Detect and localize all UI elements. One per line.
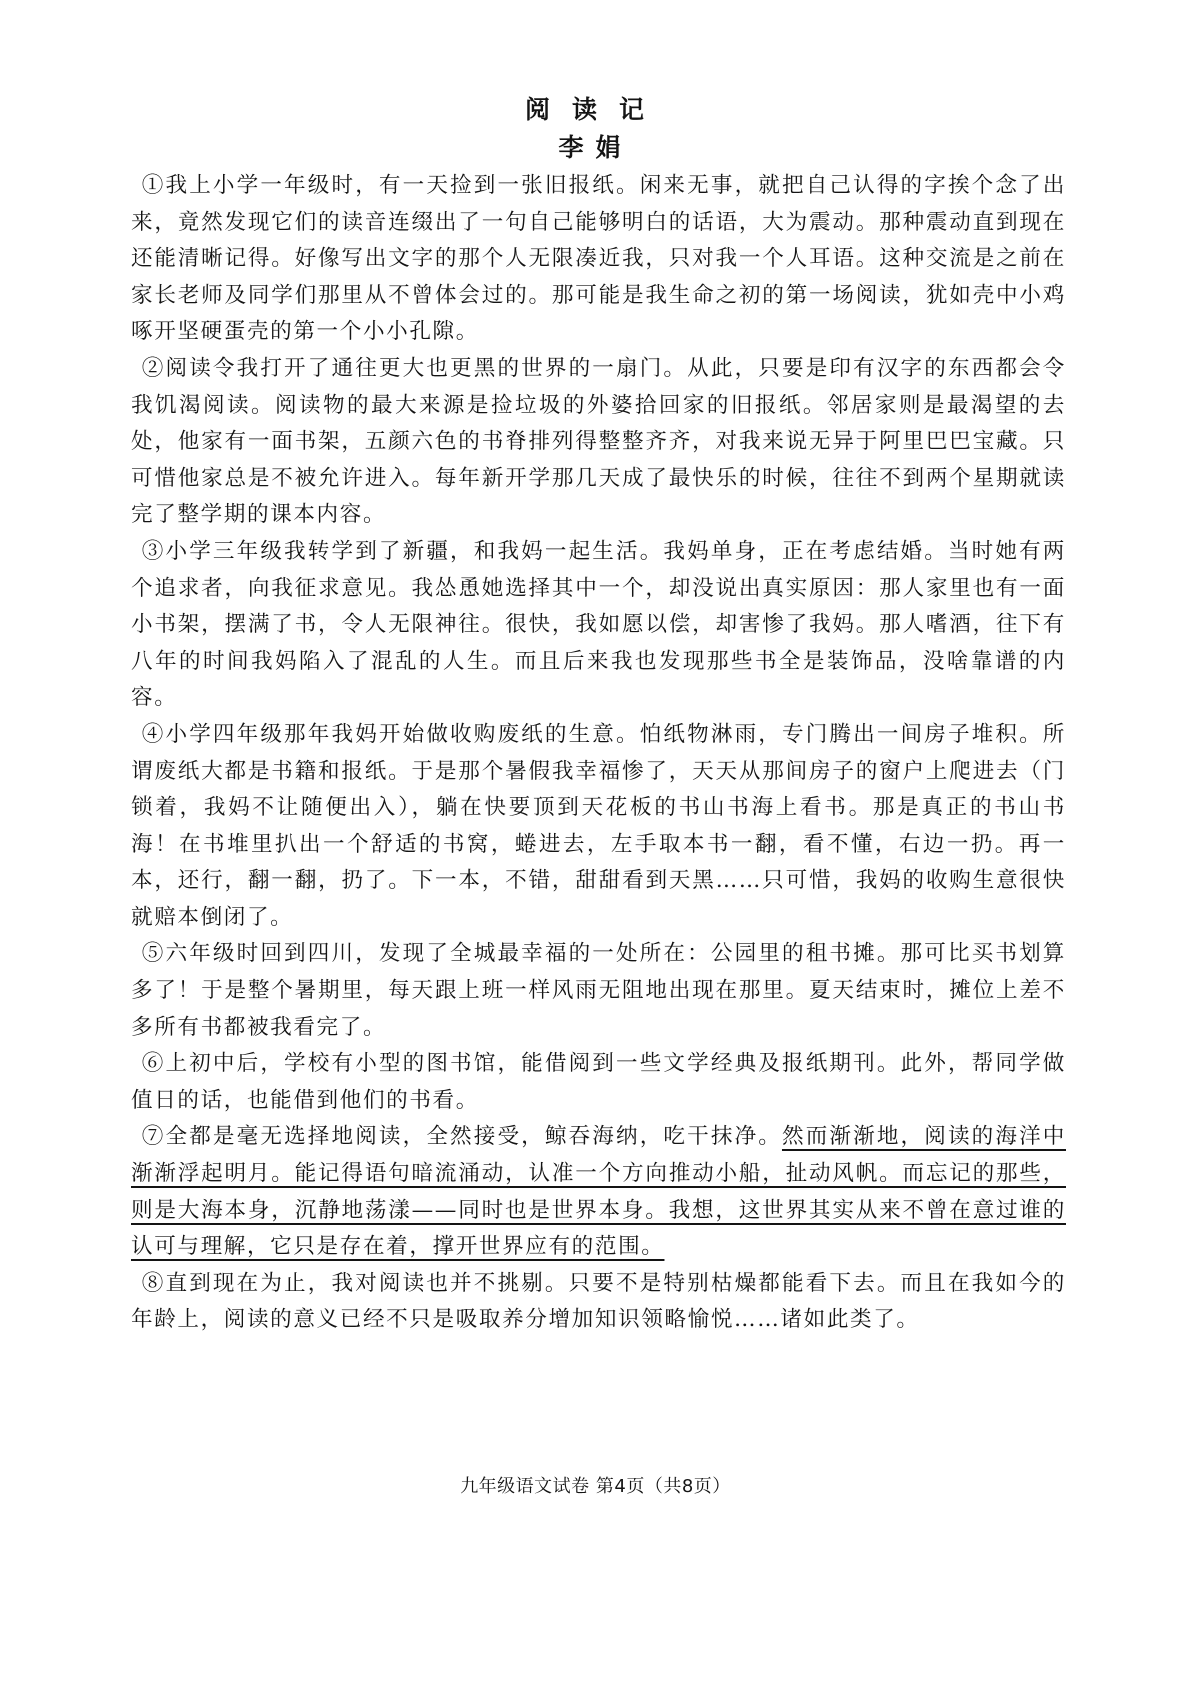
paragraph-1: ①我上小学一年级时，有一天捡到一张旧报纸。闲来无事，就把自己认得的字挨个念了出来，竟然发现它们的读音连缀出了一句自己能够明白的话语，大为震动。那种震动直到现在还能清晰记得。好像写出文字的那个人无限凑近我，只对我一个人耳语。这种交流是之前在家长老师及同学们那里从不曾体会过的。那可能是我生命之初的第一场阅读，犹如壳中小鸡啄开坚硬蛋壳的第一个小小孔隙。	[131, 173, 1066, 345]
paragraph-8: ⑧直到现在为止，我对阅读也并不挑剔。只要不是特别枯燥都能看下去。而且在我如今的年龄上，阅读的意义已经不只是吸取养分增加知识领略愉悦……诸如此类了。	[131, 1270, 1066, 1333]
paragraph-6: ⑥上初中后，学校有小型的图书馆，能借阅到一些文学经典及报纸期刊。此外，帮同学做值日的话，也能借到他们的书看。	[131, 1051, 1066, 1113]
paragraph-2: ②阅读令我打开了通往更大也更黑的世界的一扇门。从此，只要是印有汉字的东西都会令我饥渴阅读。阅读物的最大来源是捡垃圾的外婆拾回家的旧报纸。邻居家则是最渴望的去处，他家有一面书架，五颜六色的书脊排列得整整齐齐，对我来说无异于阿里巴巴宝藏。只可惜他家总是不被允许进入。每年新开学那几天成了最快乐的时候，往往不到两个星期就读完了整学期的课本内容。	[131, 355, 1066, 528]
page-footer: 九年级语文试卷 第4页（共8页）	[460, 1476, 731, 1497]
paragraph-7-plain-text: ⑦全都是毫无选择地阅读，全然接受，鲸吞海纳，吃干抹净。	[141, 1124, 782, 1150]
article-body	[131, 168, 1066, 1339]
paragraph-7	[131, 1119, 1066, 1265]
paragraph-3: ③小学三年级我转学到了新疆，和我妈一起生活。我妈单身，正在考虑结婚。当时她有两个追求者，向我征求意见。我怂恿她选择其中一个，却没说出真实原因：那人家里也有一面小书架，摆满了书，令人无限神往。很快，我如愿以偿，却害惨了我妈。那人嗜酒，往下有八年的时间我妈陷入了混乱的人生。而且后来我也发现那些书全是装饰品，没啥靠谱的内容。	[131, 538, 1066, 711]
paragraph-5: ⑤六年级时回到四川，发现了全城最幸福的一处所在：公园里的租书摊。那可比买书划算多了！于是整个暑期里，每天跟上班一样风雨无阻地出现在那里。夏天结束时，摊位上差不多所有书都被我看完了。	[131, 941, 1066, 1040]
paragraph-7-underlined-text: 然而渐渐地，阅读的海洋中渐渐浮起明月。能记得语句暗流涌动，认准一个方向推动小船，扯动风帆。而忘记的那些，则是大海本身，沉静地荡漾——同时也是世界本身。我想，这世界其实从来不曾在意过谁的认可与理解，它只是存在着，撑开世界应有的范围。	[131, 1124, 1066, 1260]
article-author: 李娟	[558, 133, 633, 162]
article-title: 阅读记	[524, 95, 666, 124]
paragraph-4: ④小学四年级那年我妈开始做收购废纸的生意。怕纸物淋雨，专门腾出一间房子堆积。所谓废纸大都是书籍和报纸。于是那个暑假我幸福惨了，天天从那间房子的窗户上爬进去（门锁着，我妈不让随便出入），躺在快要顶到天花板的书山书海上看书。那是真正的书山书海！在书堆里扒出一个舒适的书窝，蜷进去，左手取本书一翻，看不懂，右边一扔。再一本，还行，翻一翻，扔了。下一本，不错，甜甜看到天黑……只可惜，我妈的收购生意很快就赔本倒闭了。	[131, 721, 1066, 930]
